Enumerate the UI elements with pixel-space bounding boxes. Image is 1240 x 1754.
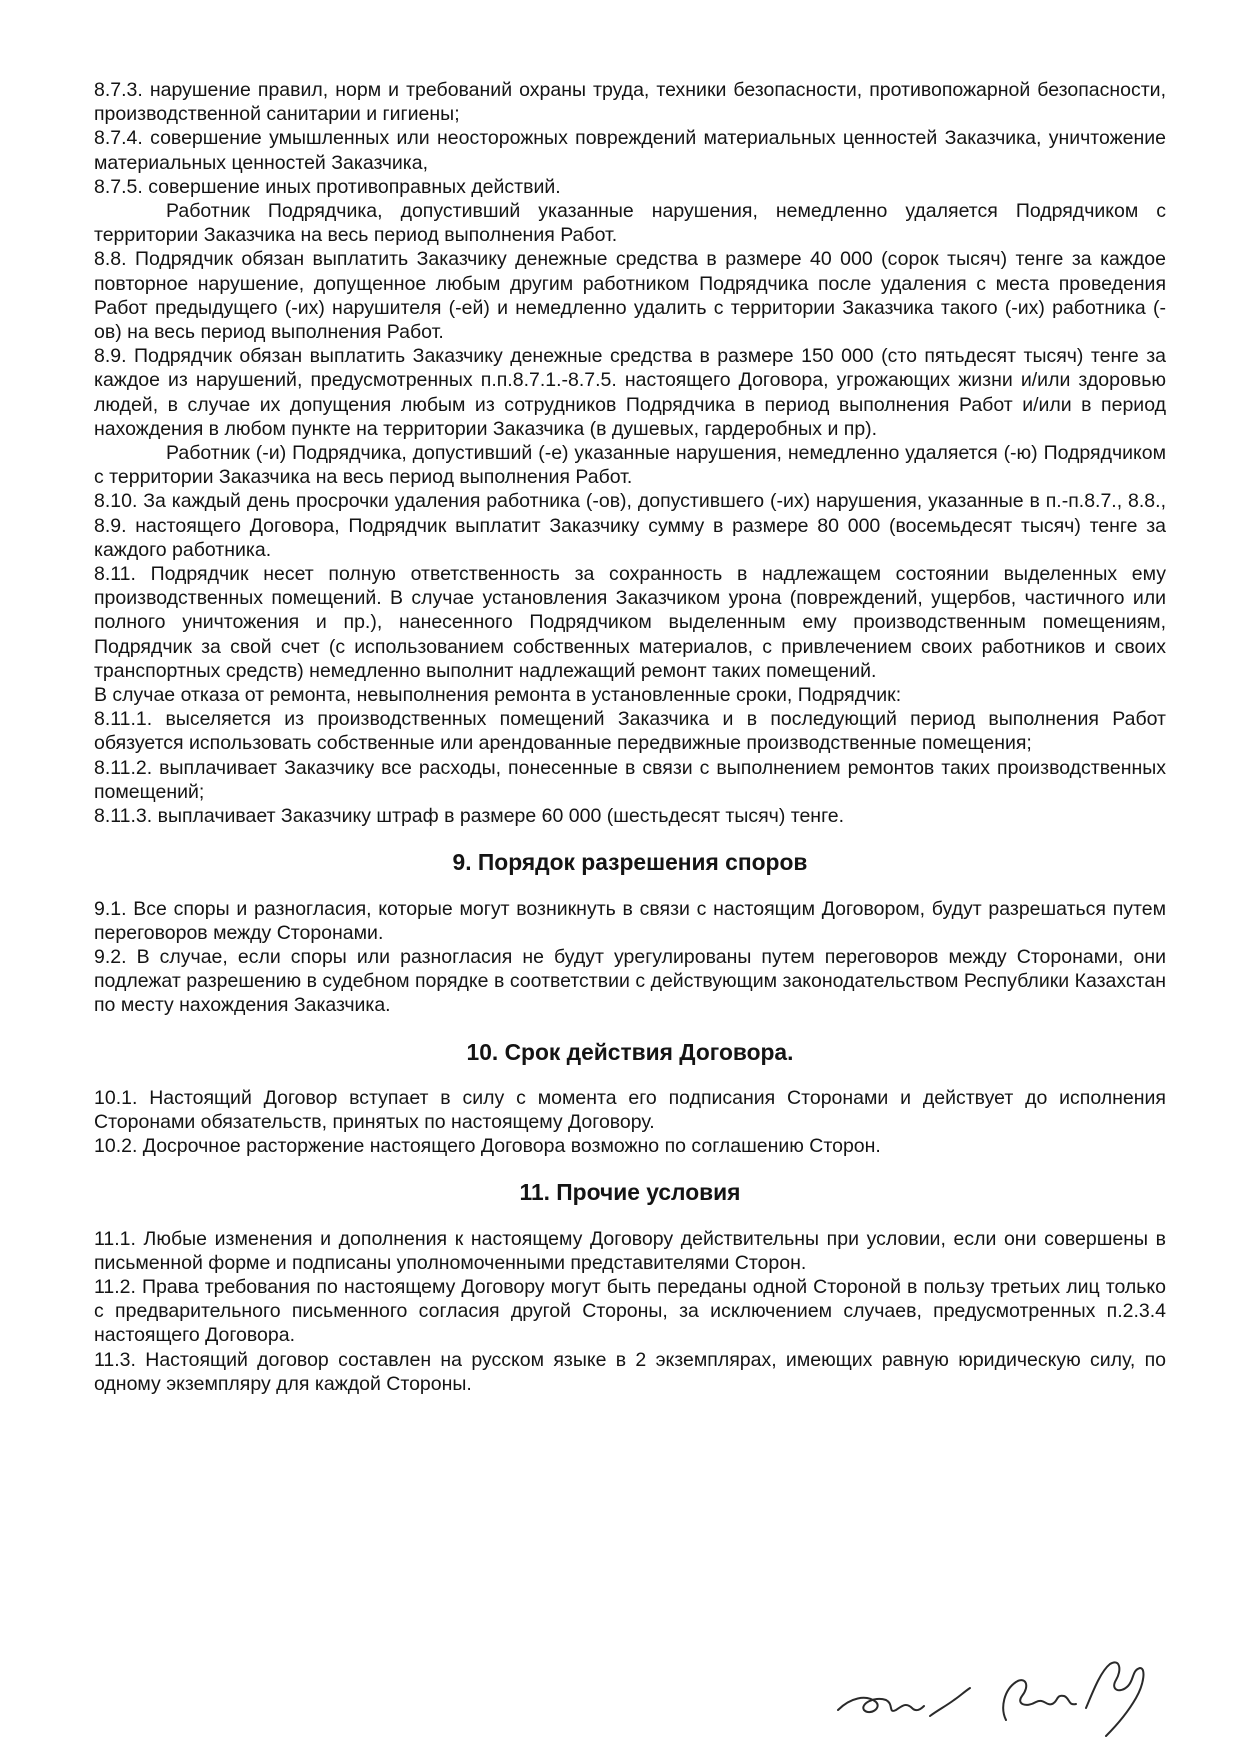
clause-10-2: 10.2. Досрочное расторжение настоящего Договора возможно по соглашению Сторон.	[94, 1135, 881, 1158]
clause-8-7-5: 8.7.5. совершение иных противоправных действий.	[94, 175, 561, 198]
refusal-note: В случае отказа от ремонта, невыполнения ремонта в установленные сроки, Подрядчик:	[94, 684, 902, 707]
section-9-heading: 9. Порядок разрешения споров	[452, 849, 808, 876]
section-10-heading: 10. Срок действия Договора.	[466, 1038, 794, 1065]
signature-stroke-3	[1003, 1680, 1076, 1720]
removal-note-2: Работник (-и) Подрядчика, допустивший (-е) указанные нарушения, немедленно удаляется (-ю) Подрядчиком с территории Заказчика на весь период выполнения Работ.	[94, 442, 1166, 489]
clause-9-2: 9.2. В случае, если споры или разногласия не будут урегулированы путем переговоров между Сторонами, они подлежат разрешению в судебном порядке в соответствии с действующим законодательством Республики Казахстан по месту нахождения Заказчика.	[94, 945, 1166, 1017]
clause-11-1: 11.1. Любые изменения и дополнения к настоящему Договору действительны при условии, если они совершены в письменной форме и подписаны уполномоченными представителями Сторон.	[94, 1227, 1166, 1274]
handwritten-signature	[830, 1650, 1170, 1745]
signature-stroke-2	[930, 1688, 970, 1716]
clause-8-7-4: 8.7.4. совершение умышленных или неосторожных повреждений материальных ценностей Заказчика, уничтожение материальных ценностей Заказчика,	[94, 127, 1166, 174]
removal-note-1: Работник Подрядчика, допустивший указанные нарушения, немедленно удаляется Подрядчиком с территории Заказчика на весь период выполнения Работ.	[94, 200, 1166, 247]
signature-stroke-1	[838, 1698, 924, 1712]
clause-11-3: 11.3. Настоящий договор составлен на русском языке в 2 экземплярах, имеющих равную юридическую силу, по одному экземпляру для каждой Стороны.	[94, 1348, 1166, 1395]
signature-stroke-4	[1086, 1662, 1143, 1736]
clause-8-9: 8.9. Подрядчик обязан выплатить Заказчику денежные средства в размере 150 000 (сто пятьдесят тысяч) тенге за каждое из нарушений, предусмотренных п.п.8.7.1.-8.7.5. настоящего Договора, угрожающих жизни и/или здоровью людей, в случае их допущения любым из сотрудников Подрядчика в период выполнения Работ и/или в период нахождения в любом пункте на территории Заказчика (в душевых, гардеробных и пр).	[94, 345, 1166, 440]
clause-8-7-3: 8.7.3. нарушение правил, норм и требований охраны труда, техники безопасности, противопожарной безопасности, производственной санитарии и гигиены;	[94, 79, 1166, 126]
clause-8-11-2: 8.11.2. выплачивает Заказчику все расходы, понесенные в связи с выполнением ремонтов таких производственных помещений;	[94, 756, 1166, 803]
clause-8-11: 8.11. Подрядчик несет полную ответственность за сохранность в надлежащем состоянии выделенных ему производственных помещений. В случае установления Заказчиком урона (повреждений, ущербов, частичного или полного уничтожения и пр.), нанесенного Подрядчиком выделенным ему производственным помещениям, Подрядчик за свой счет (с использованием собственных материалов, с привлечением своих работников и своих транспортных средств) немедленно выполнит надлежащий ремонт таких помещений.	[94, 563, 1166, 682]
clause-8-8: 8.8. Подрядчик обязан выплатить Заказчику денежные средства в размере 40 000 (сорок тысяч) тенге за каждое повторное нарушение, допущенное любым другим работником Подрядчика после удаления с места проведения Работ предыдущего (-их) нарушителя (-ей) и немедленно удалить с территории Заказчика такого (-их) работника (-ов) на весь период выполнения Работ.	[94, 248, 1166, 344]
clause-11-2: 11.2. Права требования по настоящему Договору могут быть переданы одной Стороной в пользу третьих лиц только с предварительного письменного согласия другой Стороны, за исключением случаев, предусмотренных п.2.3.4 настоящего Договора.	[94, 1275, 1166, 1347]
contract-page	[94, 78, 1166, 1396]
clause-10-1: 10.1. Настоящий Договор вступает в силу с момента его подписания Сторонами и действует до исполнения Сторонами обязательств, принятых по настоящему Договору.	[94, 1086, 1166, 1133]
clause-9-1: 9.1. Все споры и разногласия, которые могут возникнуть в связи с настоящим Договором, будут разрешаться путем переговоров между Сторонами.	[94, 897, 1166, 944]
section-11-heading: 11. Прочие условия	[519, 1179, 741, 1206]
clause-8-11-3: 8.11.3. выплачивает Заказчику штраф в размере 60 000 (шестьдесят тысяч) тенге.	[94, 805, 845, 828]
clause-8-11-1: 8.11.1. выселяется из производственных помещений Заказчика и в последующий период выполнения Работ обязуется использовать собственные или арендованные передвижные производственные помещения;	[94, 708, 1166, 755]
clause-8-10: 8.10. За каждый день просрочки удаления работника (-ов), допустившего (-их) нарушения, указанные в п.-п.8.7., 8.8., 8.9. настоящего Договора, Подрядчик выплатит Заказчику сумму в размере 80 000 (восемьдесят тысяч) тенге за каждого работника.	[94, 490, 1166, 561]
